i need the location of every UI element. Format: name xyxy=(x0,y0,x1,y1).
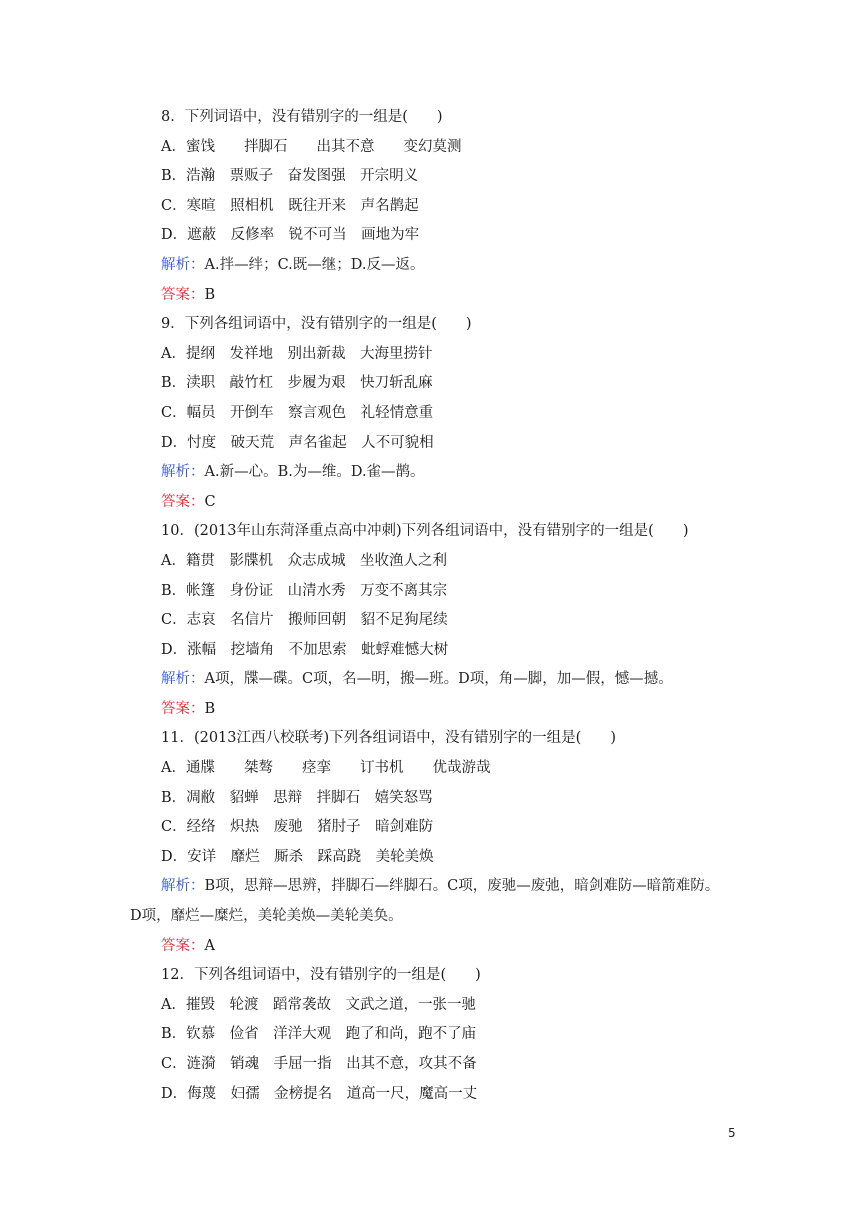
page-number: 5 xyxy=(728,1126,736,1140)
analysis-line xyxy=(161,251,741,281)
option-a: A．提纲 发祥地 别出新裁 大海里捞针 xyxy=(161,345,433,362)
answer-value: A xyxy=(204,937,215,954)
analysis-text: A.拌—绊；C.既—继；D.反—返。 xyxy=(204,256,425,273)
option-a: A．通牒 桀骜 痉挛 订书机 优哉游哉 xyxy=(161,760,491,777)
option-b: B．浩瀚 票贩子 奋发图强 开宗明义 xyxy=(161,168,419,185)
question-content xyxy=(130,103,741,1109)
question-stem: 10．(2013年山东菏泽重点高中冲刺)下列各组词语中，没有错别字的一组是( ) xyxy=(161,523,689,540)
answer-label: 答案： xyxy=(161,493,205,510)
answer-line xyxy=(161,488,741,518)
analysis-continuation: D项，靡烂—糜烂，美轮美焕—美轮美奂。 xyxy=(130,908,403,925)
answer-value: C xyxy=(204,493,216,510)
analysis-label: 解析： xyxy=(161,464,205,481)
analysis-label: 解析： xyxy=(161,878,205,895)
answer-label: 答案： xyxy=(161,700,205,717)
analysis-label: 解析： xyxy=(161,256,205,273)
analysis-line xyxy=(161,665,741,695)
option-c: C．志哀 名信片 搬师回朝 貂不足狗尾续 xyxy=(161,612,448,629)
option-b: B．钦慕 俭省 洋洋大观 跑了和尚，跑不了庙 xyxy=(161,1026,477,1043)
analysis-line xyxy=(161,872,741,902)
answer-line xyxy=(161,281,741,311)
answer-line xyxy=(161,695,741,725)
option-b: B．渎职 敲竹杠 步履为艰 快刀斩乱麻 xyxy=(161,375,433,392)
option-d: D．安详 靡烂 厮杀 踩高跷 美轮美焕 xyxy=(161,848,434,865)
option-b: B．凋敝 貂蝉 思辩 拌脚石 嬉笑怒骂 xyxy=(161,789,433,806)
answer-label: 答案： xyxy=(161,286,205,303)
option-d: D．忖度 破天荒 声名雀起 人不可貌相 xyxy=(161,434,434,451)
answer-label: 答案： xyxy=(161,937,205,954)
option-a: A．籍贯 影牒机 众志成城 坐收渔人之利 xyxy=(161,552,447,569)
answer-value: B xyxy=(204,286,216,303)
option-d: D．遮蔽 反修率 锐不可当 画地为牢 xyxy=(161,227,420,244)
option-a: A．摧毁 轮渡 蹈常袭故 文武之道，一张一驰 xyxy=(161,996,476,1013)
analysis-line xyxy=(161,458,741,488)
option-c: C．幅员 开倒车 察言观色 礼轻情意重 xyxy=(161,404,434,421)
option-c: C．涟漪 销魂 手屈一指 出其不意，攻其不备 xyxy=(161,1056,477,1072)
analysis-text: A项，牒—碟。C项，名—明，搬—班。D项，角—脚，加—假，憾—撼。 xyxy=(204,671,673,688)
option-c: C．寒暄 照相机 既往开来 声名鹊起 xyxy=(161,197,419,214)
question-stem: 12．下列各组词语中，没有错别字的一组是( ) xyxy=(161,967,481,984)
analysis-text: B项，思辩—思辨，拌脚石—绊脚石。C项，废驰—废弛，暗剑难防—暗箭难防。 xyxy=(204,878,720,895)
question-stem: 9．下列各组词语中，没有错别字的一组是( ) xyxy=(161,316,472,333)
option-b: B．帐篷 身份证 山清水秀 万变不离其宗 xyxy=(161,582,448,599)
option-a: A．蜜饯 拌脚石 出其不意 变幻莫测 xyxy=(161,138,462,155)
answer-value: B xyxy=(204,700,216,717)
answer-line xyxy=(161,932,741,962)
analysis-label: 解析： xyxy=(161,671,205,688)
question-stem: 8．下列词语中，没有错别字的一组是( ) xyxy=(161,109,443,125)
option-d: D．涨幅 挖墙角 不加思索 蚍蜉难憾大树 xyxy=(161,641,449,658)
option-d: D．侮蔑 妇孺 金榜提名 道高一尺，魔高一丈 xyxy=(161,1085,478,1102)
option-c: C．经络 炽热 废驰 猪肘子 暗剑难防 xyxy=(161,819,434,836)
analysis-text: A.新—心。B.为—维。D.雀—鹊。 xyxy=(204,464,425,481)
question-stem: 11．(2013江西八校联考)下列各组词语中，没有错别字的一组是( ) xyxy=(161,730,616,747)
